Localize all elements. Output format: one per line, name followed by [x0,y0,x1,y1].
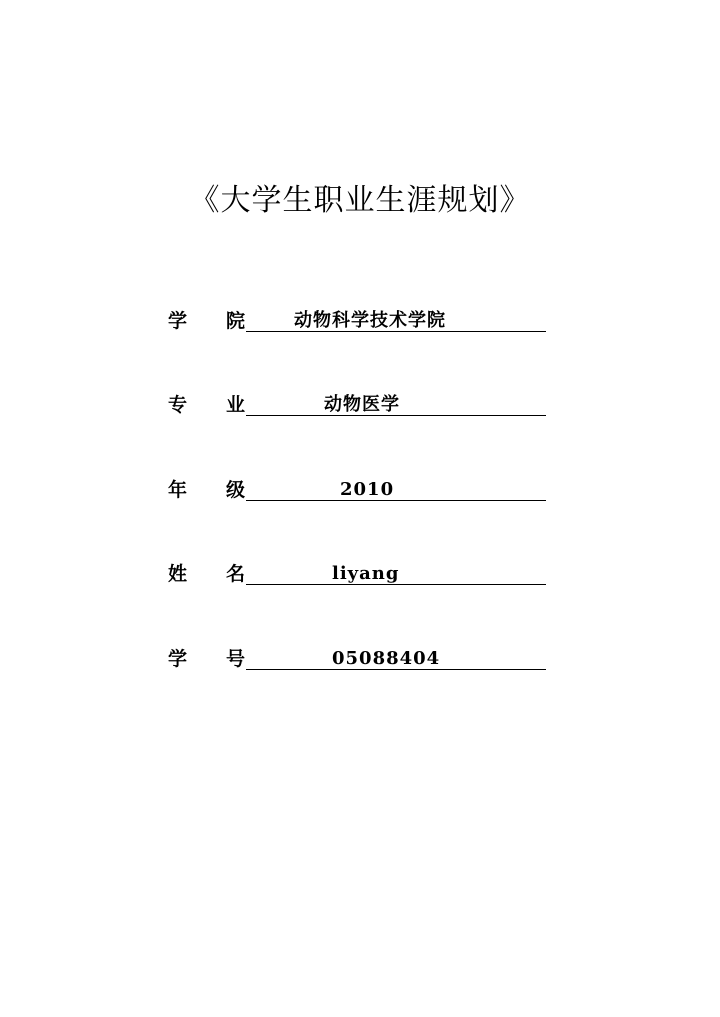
field-label-grade-first-char: 年 [168,479,188,501]
field-label-grade-second-char: 级 [226,479,246,501]
field-row-major [168,392,548,422]
field-value-student-id: 05088404 [332,648,441,669]
field-value-name: liyang [332,563,400,584]
field-row-student-id [168,646,548,676]
field-value-major: 动物医学 [324,394,400,415]
field-label-major-first-char: 专 [168,394,188,416]
field-row-name [168,561,548,591]
field-label-student-id-first-char: 学 [168,648,188,670]
field-label-student-id-second-char: 号 [226,648,246,670]
field-value-grade: 2010 [340,479,395,500]
field-underline [246,500,546,501]
field-row-college [168,308,548,338]
field-label-name-first-char: 姓 [168,563,188,585]
field-label-college-second-char: 院 [226,310,246,332]
field-row-grade [168,477,548,507]
field-label-college-first-char: 学 [168,310,188,332]
field-label-major-second-char: 业 [226,394,246,416]
document-title: 《大学生职业生涯规划》 [189,183,531,218]
field-label-name-second-char: 名 [226,563,246,585]
field-value-college: 动物科学技术学院 [294,310,446,331]
